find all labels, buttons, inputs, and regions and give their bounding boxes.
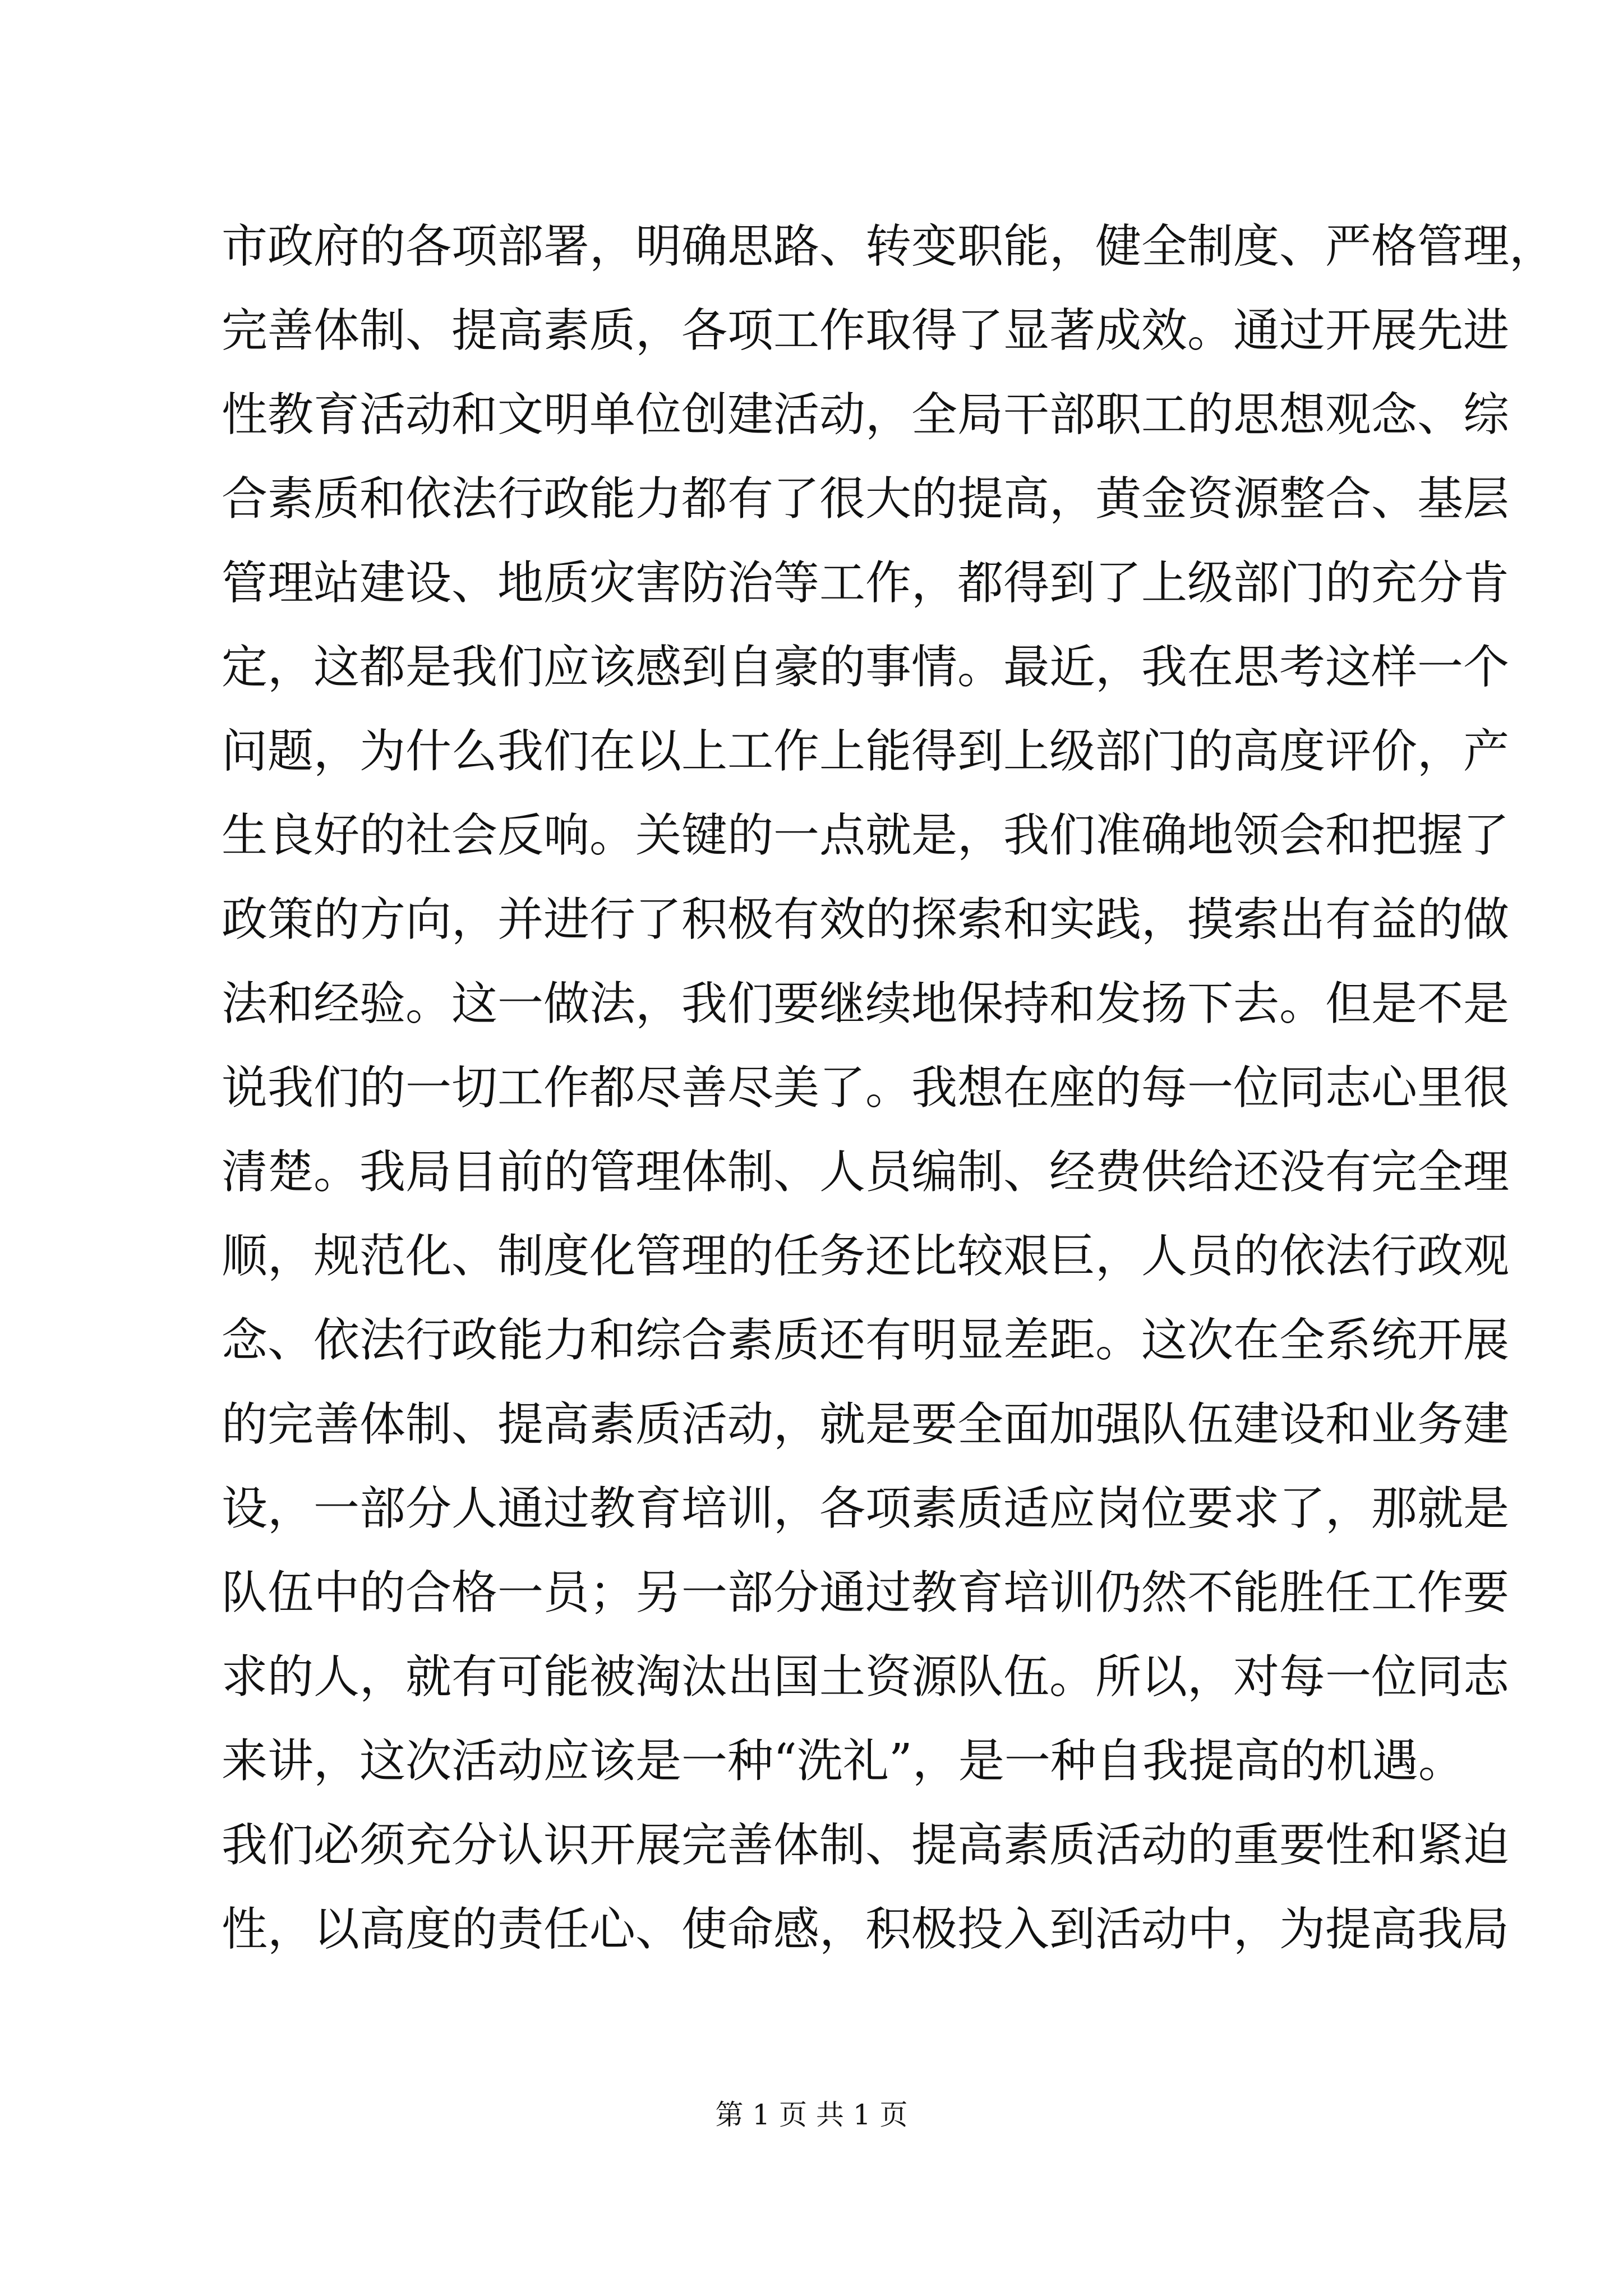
text-line: 法和经验。这一做法，我们要继续地保持和发扬下去。但是不是 — [222, 977, 1510, 1030]
text-line: 政策的方向，并进行了积极有效的探索和实践，摸索出有益的做 — [222, 893, 1510, 946]
text-line: 性教育活动和文明单位创建活动，全局干部职工的思想观念、综 — [222, 388, 1510, 441]
text-line: 完善体制、提高素质，各项工作取得了显著成效。通过开展先进 — [222, 304, 1510, 357]
text-line: 我们必须充分认识开展完善体制、提高素质活动的重要性和紧迫 — [222, 1819, 1510, 1872]
text-line: 设，一部分人通过教育培训，各项素质适应岗位要求了，那就是 — [222, 1482, 1510, 1535]
text-line: 的完善体制、提高素质活动，就是要全面加强队伍建设和业务建 — [222, 1398, 1510, 1451]
text-line: 定，这都是我们应该感到自豪的事情。最近，我在思考这样一个 — [222, 641, 1510, 694]
text-line: 生良好的社会反响。关键的一点就是，我们准确地领会和把握了 — [222, 809, 1510, 862]
text-line: 清楚。我局目前的管理体制、人员编制、经费供给还没有完全理 — [222, 1145, 1510, 1199]
text-line: 顺，规范化、制度化管理的任务还比较艰巨，人员的依法行政观 — [222, 1230, 1510, 1283]
text-line: 求的人，就有可能被淘汰出国土资源队伍。所以，对每一位同志 — [222, 1650, 1510, 1704]
page-number-footer: 第 1 页 共 1 页 — [715, 2099, 908, 2131]
text-line: 管理站建设、地质灾害防治等工作，都得到了上级部门的充分肯 — [222, 556, 1510, 610]
text-line: 说我们的一切工作都尽善尽美了。我想在座的每一位同志心里很 — [222, 1061, 1510, 1115]
text-line: 性，以高度的责任心、使命感，积极投入到活动中，为提高我局 — [222, 1903, 1510, 1956]
text-line: 队伍中的合格一员；另一部分通过教育培训仍然不能胜任工作要 — [222, 1566, 1510, 1619]
text-line: 念、依法行政能力和综合素质还有明显差距。这次在全系统开展 — [222, 1314, 1510, 1367]
text-line: 合素质和依法行政能力都有了很大的提高，黄金资源整合、基层 — [222, 472, 1510, 526]
text-line: 问题，为什么我们在以上工作上能得到上级部门的高度评价，产 — [222, 725, 1510, 778]
text-line: 来讲，这次活动应该是一种“洗礼”，是一种自我提高的机遇。 — [222, 1734, 1464, 1788]
text-line: 市政府的各项部署，明确思路、转变职能，健全制度、严格管理， — [222, 220, 1556, 273]
